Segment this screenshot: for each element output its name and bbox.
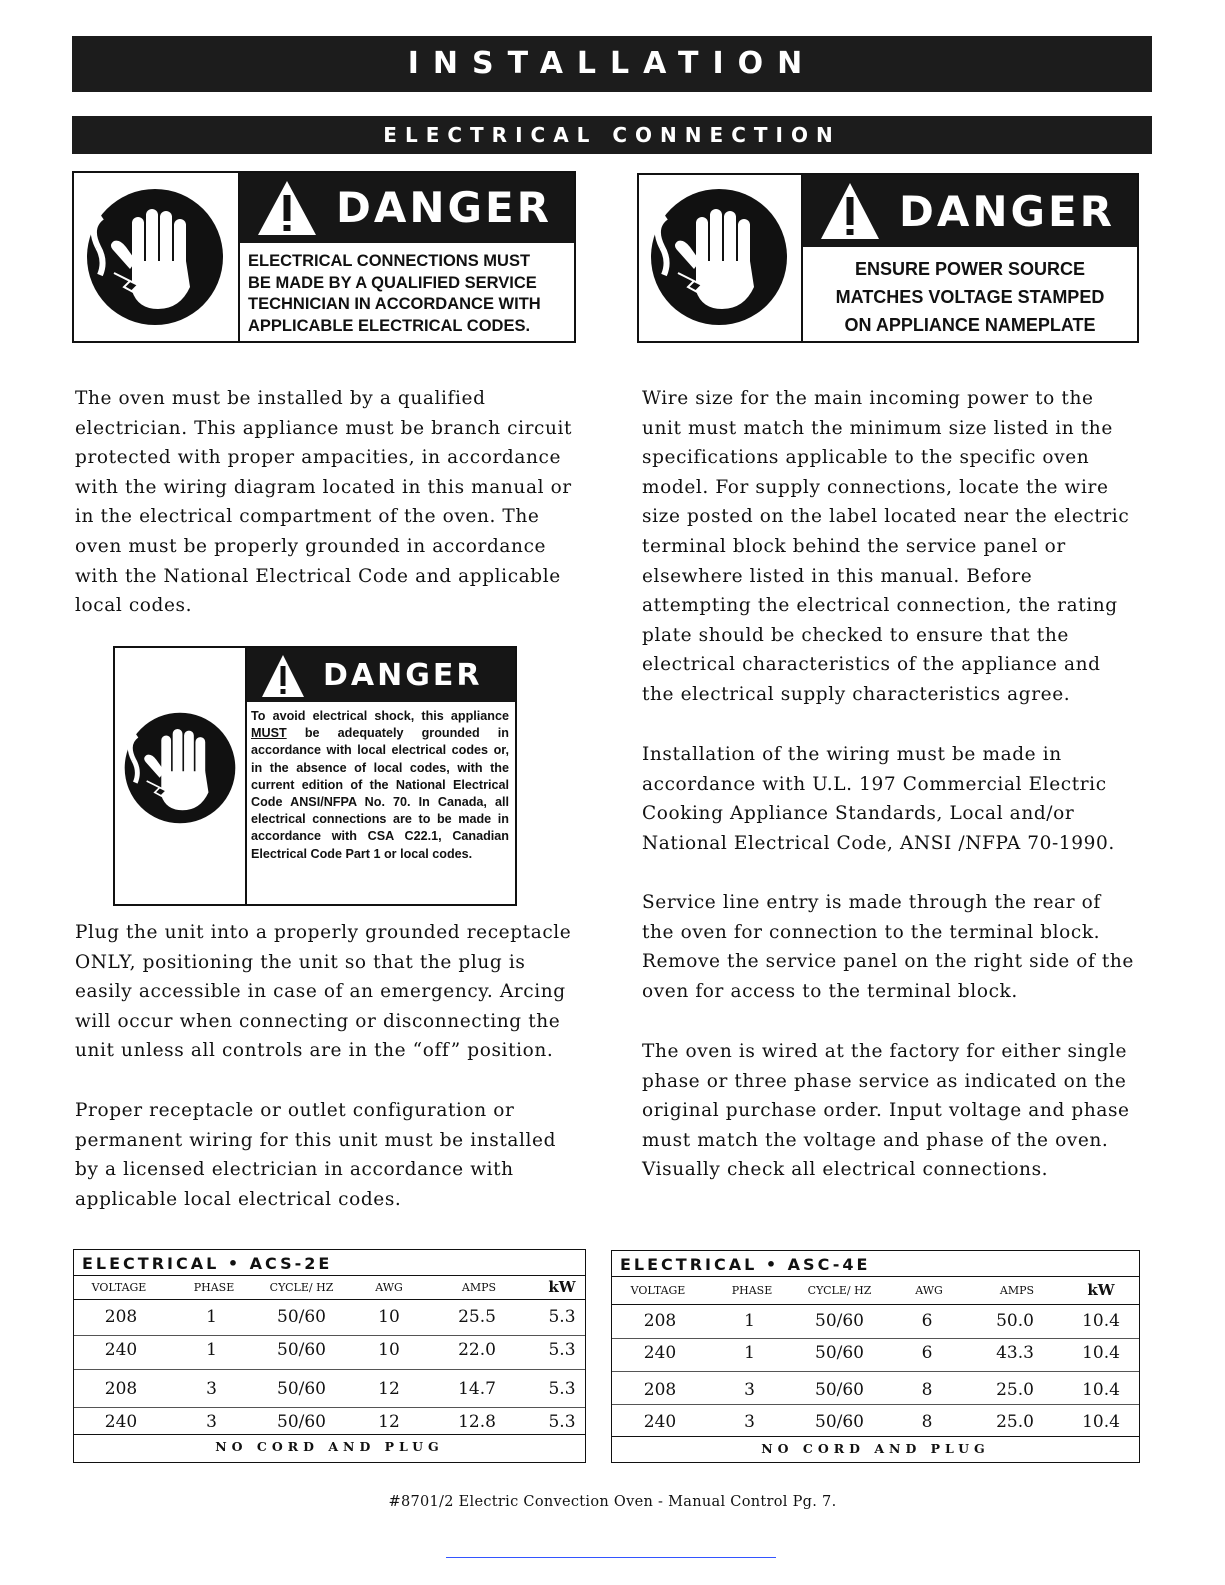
- cell-phase: 3: [744, 1412, 755, 1432]
- body-paragraph: Proper receptacle or outlet configuration or permanent wiring for this unit must be installed by a licensed electrician in accordance with applicable local electrical codes.: [75, 1100, 557, 1210]
- cell-kw: 5.3: [548, 1307, 576, 1327]
- cell-amps: 25.5: [458, 1307, 496, 1327]
- hazard-icon-panel: [115, 648, 247, 904]
- table-row: [74, 1375, 585, 1405]
- cell-voltage: 208: [643, 1311, 677, 1331]
- cell-kw: 10.4: [1082, 1380, 1120, 1400]
- cell-voltage: 208: [104, 1307, 138, 1327]
- danger-message: [251, 708, 509, 863]
- electric-shock-hand-icon: [644, 187, 794, 327]
- table-row: [612, 1307, 1139, 1337]
- column-header: VOLTAGE: [91, 1281, 147, 1294]
- cell-voltage: 240: [643, 1412, 677, 1432]
- column-header: CYCLE/ HZ: [269, 1281, 334, 1294]
- cell-phase: 1: [744, 1311, 755, 1331]
- danger-line: ENSURE POWER SOURCE: [854, 259, 1086, 279]
- body-paragraph: The oven must be installed by a qualified electrician. This appliance must be branch circuit protected with proper ampacities, in accordance with the wiring diagram located in this manual or in the electrical compartment of the oven. The oven must be properly grounded in accordance with the National Electrical Code and applicable local codes.: [75, 388, 573, 617]
- cell-cycle: 50/60: [815, 1380, 864, 1400]
- cell-awg: 6: [921, 1311, 933, 1331]
- cell-awg: 10: [378, 1307, 400, 1327]
- page-footer: #8701/2 Electric Convection Oven - Manual Control Pg. 7.: [388, 1494, 837, 1510]
- cell-cycle: 50/60: [277, 1412, 326, 1432]
- danger-line: BE MADE BY A QUALIFIED SERVICE: [248, 273, 537, 292]
- cell-kw: 5.3: [548, 1379, 576, 1399]
- cell-voltage: 240: [104, 1340, 138, 1360]
- cell-amps: 25.0: [996, 1412, 1034, 1432]
- danger-label-power-source: [637, 173, 1139, 343]
- column-header: PHASE: [193, 1281, 235, 1294]
- table-row: [612, 1376, 1139, 1406]
- cell-amps: 43.3: [996, 1343, 1034, 1363]
- table-title: ELECTRICAL • ASC-4E: [620, 1255, 871, 1274]
- column-header: CYCLE/ HZ: [807, 1284, 872, 1297]
- column-header: VOLTAGE: [630, 1284, 686, 1297]
- body-paragraph: Service line entry is made through the rear of the oven for connection to the terminal block. Remove the service panel on the right side of the oven for access to the terminal block.: [642, 892, 1134, 1002]
- cell-phase: 1: [744, 1343, 755, 1363]
- section-title: ELECTRICAL CONNECTION: [72, 116, 1152, 154]
- danger-emphasis: MUST: [251, 726, 287, 741]
- cell-awg: 10: [378, 1340, 400, 1360]
- hazard-icon-panel: [639, 175, 803, 341]
- danger-message: [248, 251, 566, 337]
- danger-label-grounding: [113, 646, 517, 906]
- cell-phase: 3: [206, 1412, 217, 1432]
- cell-voltage: 240: [643, 1343, 677, 1363]
- body-paragraph: Wire size for the main incoming power to the unit must match the minimum size listed in the specifications applicable to the specific oven model. For supply connections, locate the wire size posted on the label located near the electric terminal block behind the service panel or elsewhere listed in this manual. Before attempting the electrical connection, the rating plate should be checked to ensure that the electrical characteristics of the appliance and the electrical supply characteristics agree.: [642, 388, 1130, 705]
- electrical-table-acs-2e: [73, 1249, 586, 1463]
- danger-header: [803, 175, 1137, 247]
- cell-kw: 10.4: [1082, 1343, 1120, 1363]
- danger-message: [813, 255, 1127, 339]
- cell-cycle: 50/60: [815, 1311, 864, 1331]
- bottom-divider: [446, 1557, 776, 1558]
- cell-awg: 12: [378, 1379, 400, 1399]
- cell-cycle: 50/60: [277, 1379, 326, 1399]
- table-row: [612, 1339, 1139, 1369]
- danger-text: be adequately grounded in accordance with local electrical codes or, in the absence of local codes, with the current edition of the National Electrical Code ANSI/NFPA No. 70. In Canada, all electrical connections are to be made in accordance with CSA C22.1, Canadian Electrical Code Part 1 or local codes.: [251, 726, 509, 861]
- cell-cycle: 50/60: [815, 1412, 864, 1432]
- cell-cycle: 50/60: [277, 1307, 326, 1327]
- column-header: AMPS: [461, 1281, 497, 1294]
- danger-label-qualified-technician: [72, 171, 576, 343]
- table-row: [74, 1303, 585, 1333]
- table-footer: NO CORD AND PLUG: [215, 1439, 444, 1454]
- danger-text: To avoid electrical shock, this appliance: [251, 709, 509, 723]
- warning-triangle-icon: [256, 179, 318, 237]
- cell-awg: 12: [378, 1412, 400, 1432]
- danger-line: MATCHES VOLTAGE STAMPED: [835, 287, 1105, 307]
- table-footer: NO CORD AND PLUG: [761, 1441, 990, 1456]
- cell-awg: 8: [921, 1412, 933, 1432]
- column-header: kW: [1087, 1281, 1115, 1299]
- danger-line: ON APPLIANCE NAMEPLATE: [844, 315, 1096, 335]
- danger-word: DANGER: [323, 658, 483, 693]
- cell-amps: 14.7: [458, 1379, 496, 1399]
- body-paragraph: Installation of the wiring must be made in accordance with U.L. 197 Commercial Electric Cooking Appliance Standards, Local and/or National Electrical Code, ANSI /NFPA 70-1990.: [642, 744, 1115, 854]
- danger-header: [247, 648, 515, 702]
- cell-voltage: 208: [104, 1379, 138, 1399]
- table-row: [74, 1336, 585, 1366]
- cell-phase: 3: [206, 1379, 217, 1399]
- cell-phase: 1: [206, 1307, 217, 1327]
- cell-kw: 5.3: [548, 1412, 576, 1432]
- cell-amps: 12.8: [458, 1412, 496, 1432]
- cell-cycle: 50/60: [815, 1343, 864, 1363]
- danger-line: TECHNICIAN IN ACCORDANCE WITH: [248, 295, 541, 313]
- column-header: AMPS: [999, 1284, 1035, 1297]
- danger-header: [240, 173, 574, 243]
- danger-line: ELECTRICAL CONNECTIONS MUST: [248, 252, 531, 270]
- table-row: [612, 1408, 1139, 1438]
- cell-awg: 6: [921, 1343, 933, 1363]
- danger-line: APPLICABLE ELECTRICAL CODES.: [248, 316, 531, 335]
- table-title: ELECTRICAL • ACS-2E: [82, 1254, 333, 1273]
- cell-kw: 5.3: [548, 1340, 576, 1360]
- danger-word: DANGER: [336, 183, 553, 232]
- cell-awg: 8: [921, 1380, 933, 1400]
- electric-shock-hand-icon: [119, 710, 241, 826]
- warning-triangle-icon: [819, 181, 881, 241]
- body-paragraph: The oven is wired at the factory for either single phase or three phase service as indicated on the original purchase order. Input voltage and phase must match the voltage and phase of the oven. Visually check all electrical connections.: [642, 1041, 1130, 1181]
- page-title: INSTALLATION: [72, 36, 1152, 92]
- cell-cycle: 50/60: [277, 1340, 326, 1360]
- cell-kw: 10.4: [1082, 1412, 1120, 1432]
- electrical-table-asc-4e: [611, 1250, 1140, 1463]
- column-header: AWG: [915, 1284, 943, 1297]
- cell-amps: 22.0: [458, 1340, 496, 1360]
- danger-word: DANGER: [899, 187, 1116, 236]
- cell-phase: 1: [206, 1340, 217, 1360]
- hazard-icon-panel: [74, 173, 240, 341]
- column-header: PHASE: [731, 1284, 773, 1297]
- cell-voltage: 240: [104, 1412, 138, 1432]
- cell-amps: 50.0: [996, 1311, 1034, 1331]
- cell-voltage: 208: [643, 1380, 677, 1400]
- warning-triangle-icon: [261, 654, 305, 698]
- cell-amps: 25.0: [996, 1380, 1034, 1400]
- cell-phase: 3: [744, 1380, 755, 1400]
- cell-kw: 10.4: [1082, 1311, 1120, 1331]
- column-header: AWG: [375, 1281, 403, 1294]
- column-header: kW: [548, 1278, 576, 1296]
- body-paragraph: Plug the unit into a properly grounded receptacle ONLY, positioning the unit so that the plug is easily accessible in case of an emergency. Arcing will occur when connecting or disconnecting the unit unless all controls are in the “off” position.: [75, 922, 572, 1062]
- electric-shock-hand-icon: [80, 187, 230, 327]
